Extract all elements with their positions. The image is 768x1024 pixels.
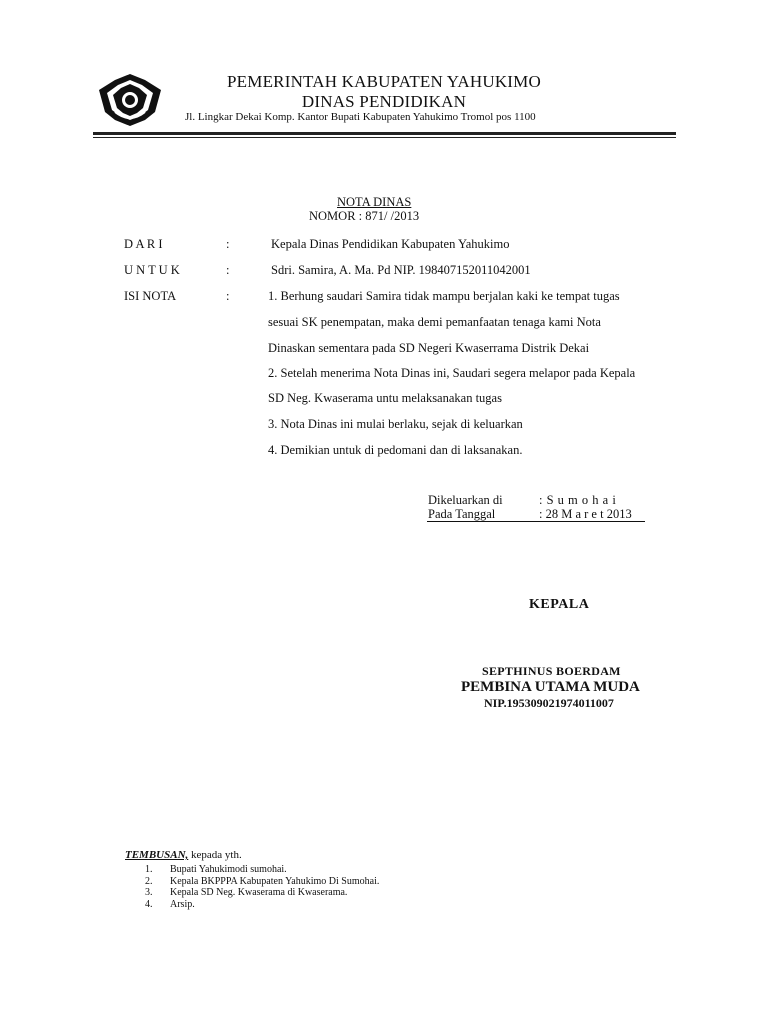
list-item-number: 1. (145, 864, 153, 875)
tembusan-suffix: kepada yth. (188, 849, 242, 861)
field-dari-label: D A R I (124, 237, 163, 251)
field-dari-colon: : (226, 237, 230, 251)
isi-line: 4. Demikian untuk di pedomani dan di laksanakan. (268, 443, 523, 457)
header-address: Jl. Lingkar Dekai Komp. Kantor Bupati Kabupaten Yahukimo Tromol pos 1100 (185, 111, 536, 123)
isi-line: SD Neg. Kwaserama untu melaksanakan tugas (268, 391, 502, 405)
nota-title: NOTA DINAS (337, 195, 412, 209)
list-item (145, 876, 379, 888)
list-item (145, 899, 379, 911)
signature-role: KEPALA (529, 597, 590, 612)
field-untuk-colon: : (226, 263, 230, 277)
header-rule-thin (93, 137, 676, 138)
tembusan-heading (125, 849, 242, 861)
field-untuk-label: U N T U K (124, 263, 180, 277)
list-item-text: Kepala SD Neg. Kwaserama di Kwaserama. (170, 887, 348, 898)
field-isi-label: ISI NOTA (124, 289, 177, 303)
tembusan-list (145, 864, 379, 910)
header-government-title: PEMERINTAH KABUPATEN YAHUKIMO (227, 72, 541, 91)
header-rule-thick (93, 132, 676, 135)
nota-number: NOMOR : 871/ /2013 (309, 209, 420, 223)
field-isi-value: 1. Berhung saudari Samira tidak mampu berjalan kaki ke tempat tugas (268, 289, 620, 303)
issued-place-value: : S u m o h a i (539, 493, 617, 507)
issued-date-label: Pada Tanggal (428, 507, 496, 521)
list-item-number: 4. (145, 898, 153, 910)
list-item (145, 864, 379, 876)
list-item-text: Bupati Yahukimodi sumohai. (170, 864, 287, 875)
header-department-title: DINAS PENDIDIKAN (301, 92, 467, 111)
issued-date-value: : 28 M a r e t 2013 (539, 507, 632, 521)
signature-nip: NIP.195309021974011007 (484, 696, 614, 710)
field-isi-colon: : (226, 289, 230, 303)
field-dari-value: Kepala Dinas Pendidikan Kabupaten Yahukimo (271, 237, 510, 251)
isi-line: Dinaskan sementara pada SD Negeri Kwaserrama Distrik Dekai (268, 341, 590, 355)
tembusan-label: TEMBUSAN, (125, 849, 189, 861)
isi-line: 3. Nota Dinas ini mulai berlaku, sejak di keluarkan (268, 417, 523, 431)
list-item-number: 3. (145, 887, 153, 898)
signature-name: SEPTHINUS BOERDAM (482, 664, 621, 678)
list-item-text: Arsip. (170, 898, 195, 910)
signature-rank: PEMBINA UTAMA MUDA (461, 679, 640, 695)
list-item-number: 2. (145, 875, 153, 887)
issued-place-label: Dikeluarkan di (428, 493, 503, 507)
isi-line: 2. Setelah menerima Nota Dinas ini, Saudari segera melapor pada Kepala (268, 366, 636, 380)
field-untuk-value: Sdri. Samira, A. Ma. Pd NIP. 198407152011042001 (271, 263, 531, 277)
list-item-text: Kepala BKPPPA Kabupaten Yahukimo Di Sumohai. (170, 875, 380, 887)
isi-line: sesuai SK penempatan, maka demi pemanfaatan tenaga kami Nota (268, 315, 601, 329)
list-item (145, 887, 379, 899)
